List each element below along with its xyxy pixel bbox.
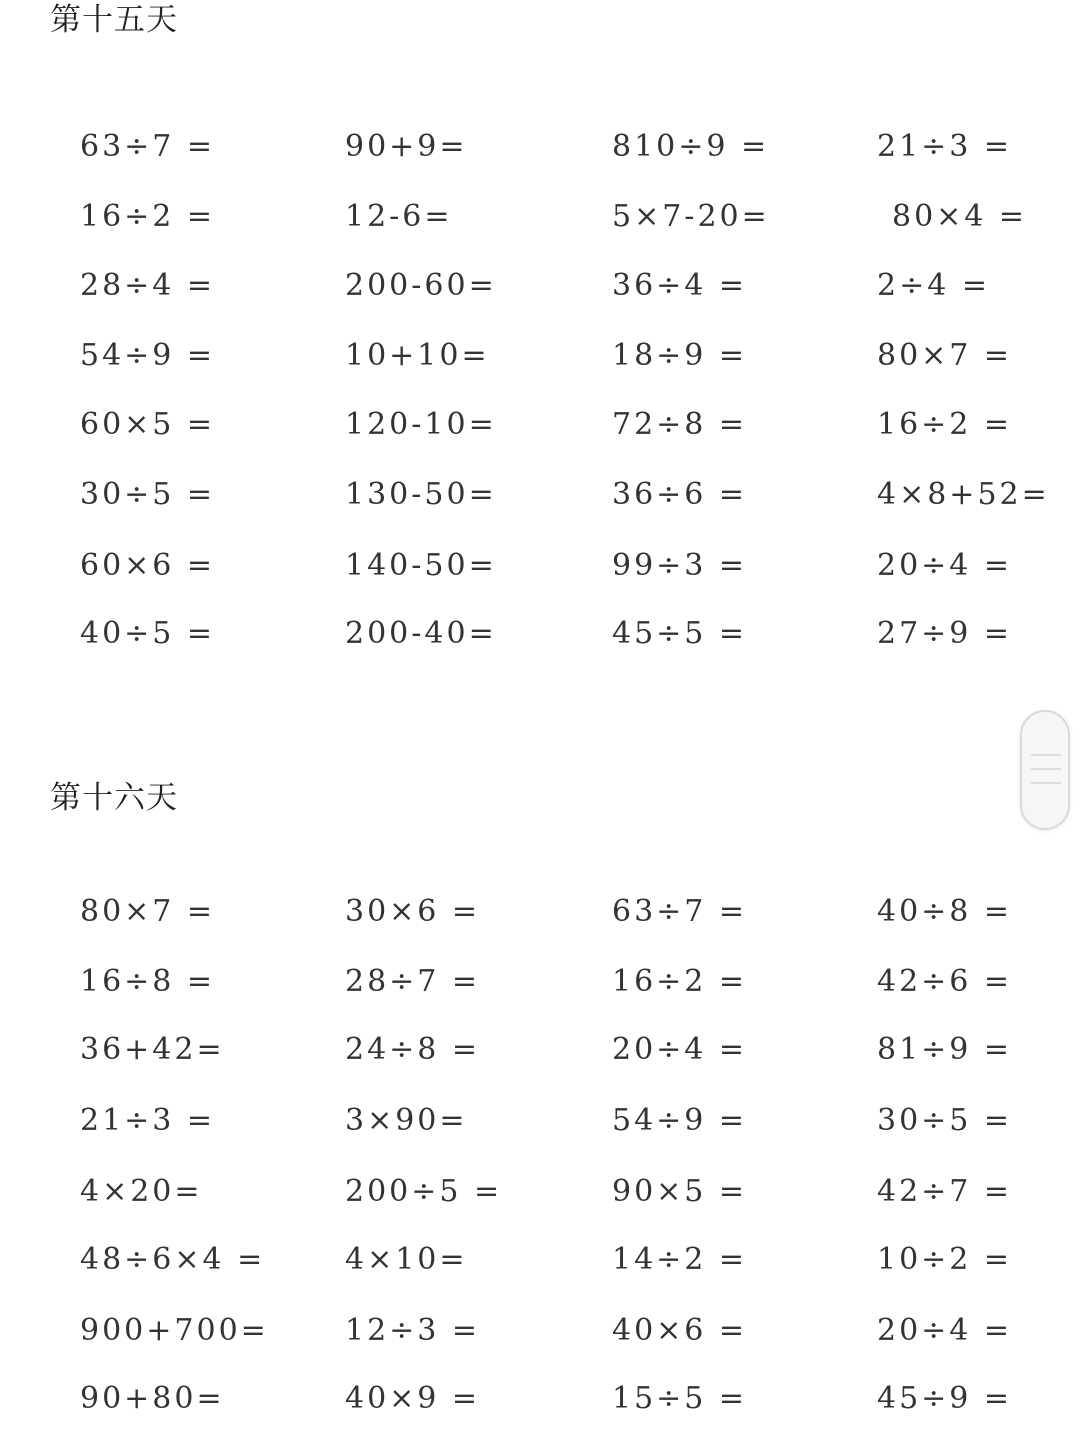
problem-s2-r5-c1: 4×20= [80,1174,203,1209]
problem-s2-r8-c4: 45÷9 = [877,1381,1013,1416]
problem-s2-r7-c4: 20÷4 = [877,1313,1013,1348]
problem-s1-r1-c4: 21÷3 = [877,129,1013,164]
problem-s2-r5-c4: 42÷7 = [877,1174,1013,1209]
problem-s2-r1-c4: 40÷8 = [877,894,1013,929]
problem-s1-r4-c2: 10+10= [345,338,490,373]
problem-s2-r6-c4: 10÷2 = [877,1242,1013,1277]
problem-s2-r7-c3: 40×6 = [612,1313,748,1348]
problem-s2-r5-c3: 90×5 = [612,1174,748,1209]
problem-s1-r1-c3: 810÷9 = [612,129,770,164]
problem-s1-r7-c4: 20÷4 = [877,548,1013,583]
problem-s1-r5-c1: 60×5 = [80,407,216,442]
problem-s2-r6-c3: 14÷2 = [612,1242,748,1277]
problem-s1-r8-c4: 27÷9 = [877,616,1013,651]
problem-s2-r1-c1: 80×7 = [80,894,216,929]
problem-s1-r4-c1: 54÷9 = [80,338,216,373]
problem-s1-r5-c2: 120-10= [345,407,497,442]
problem-s2-r3-c3: 20÷4 = [612,1032,748,1067]
problem-s2-r3-c4: 81÷9 = [877,1032,1013,1067]
problem-s1-r3-c3: 36÷4 = [612,268,748,303]
problem-s1-r7-c1: 60×6 = [80,548,216,583]
problem-s2-r4-c3: 54÷9 = [612,1103,748,1138]
problem-s1-r8-c2: 200-40= [345,616,497,651]
problem-s1-r6-c3: 36÷6 = [612,477,748,512]
problem-s1-r1-c2: 90+9= [345,129,468,164]
problem-s2-r3-c2: 24÷8 = [345,1032,481,1067]
problem-s2-r4-c4: 30÷5 = [877,1103,1013,1138]
problem-s2-r8-c1: 90+80= [80,1381,225,1416]
problem-s1-r2-c2: 12-6= [345,199,453,234]
section-title: 第十五天 [50,2,178,38]
problem-s2-r1-c3: 63÷7 = [612,894,748,929]
scroll-handle[interactable] [1020,710,1070,830]
problem-s2-r2-c4: 42÷6 = [877,964,1013,999]
problem-s1-r7-c3: 99÷3 = [612,548,748,583]
problem-s1-r3-c2: 200-60= [345,268,497,303]
problem-s2-r2-c2: 28÷7 = [345,964,481,999]
problem-s2-r7-c2: 12÷3 = [345,1313,481,1348]
problem-s1-r6-c1: 30÷5 = [80,477,216,512]
problem-s1-r2-c1: 16÷2 = [80,199,216,234]
problem-s2-r6-c2: 4×10= [345,1242,468,1277]
problem-s1-r7-c2: 140-50= [345,548,497,583]
problem-s1-r8-c1: 40÷5 = [80,616,216,651]
problem-s1-r3-c4: 2÷4 = [877,268,990,303]
problem-s2-r8-c2: 40×9 = [345,1381,481,1416]
problem-s2-r1-c2: 30×6 = [345,894,481,929]
problem-s1-r2-c3: 5×7-20= [612,199,770,234]
problem-s1-r4-c4: 80×7 = [877,338,1013,373]
problem-s2-r2-c3: 16÷2 = [612,964,748,999]
problem-s2-r7-c1: 900+700= [80,1313,269,1348]
problem-s2-r3-c1: 36+42= [80,1032,225,1067]
problem-s2-r6-c1: 48÷6×4 = [80,1242,266,1277]
problem-s1-r4-c3: 18÷9 = [612,338,748,373]
problem-s1-r1-c1: 63÷7 = [80,129,216,164]
problem-s2-r2-c1: 16÷8 = [80,964,216,999]
problem-s1-r6-c2: 130-50= [345,477,497,512]
problem-s1-r8-c3: 45÷5 = [612,616,748,651]
problem-s2-r4-c2: 3×90= [345,1103,468,1138]
problem-s1-r3-c1: 28÷4 = [80,268,216,303]
section-title: 第十六天 [50,780,178,816]
problem-s1-r5-c3: 72÷8 = [612,407,748,442]
problem-s2-r8-c3: 15÷5 = [612,1381,748,1416]
problem-s1-r2-c4: 80×4 = [892,199,1028,234]
problem-s1-r6-c4: 4×8+52= [877,477,1050,512]
problem-s2-r5-c2: 200÷5 = [345,1174,503,1209]
problem-s1-r5-c4: 16÷2 = [877,407,1013,442]
problem-s2-r4-c1: 21÷3 = [80,1103,216,1138]
